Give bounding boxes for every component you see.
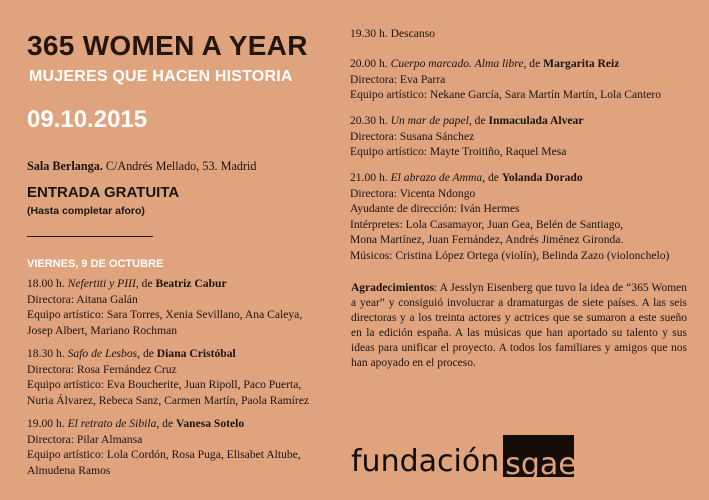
session-play: El abrazo de Amma: [390, 171, 483, 184]
session-heading: [27, 416, 301, 432]
session-time: 21.00 h.: [350, 171, 388, 184]
day-heading: VIERNES, 9 DE OCTUBRE: [27, 258, 164, 270]
event-subtitle: MUJERES QUE HACEN HISTORIA: [29, 68, 293, 85]
session-play: Safo de Lesbos: [67, 347, 138, 360]
session-author: Margarita Reiz: [543, 57, 620, 70]
session-author: Vanesa Sotelo: [176, 417, 245, 430]
venue-address: C/Andrés Mellado, 53. Madrid: [102, 159, 257, 173]
divider-line: [27, 236, 153, 237]
session-line: Josep Albert, Mariano Rochman: [27, 323, 178, 337]
session-heading: [27, 346, 309, 362]
acknowledgements: [351, 281, 687, 371]
session-line: Equipo artístico: Sara Torres, Xenia Sevillano, Ana Caleya,: [27, 308, 303, 322]
acknowledgements-label: Agradecimientos: [351, 282, 435, 294]
session-by: , de: [156, 417, 177, 430]
venue-line: [27, 159, 257, 174]
event-date: 09.10.2015: [27, 106, 148, 133]
session-play: Nefertiti y PIII: [67, 277, 136, 290]
session-by: , de: [482, 171, 502, 184]
session-by: , de: [137, 347, 157, 360]
session-author: Beatriz Cabur: [155, 277, 227, 290]
logo-word: fundación: [351, 444, 500, 479]
session-line: Equipo artístico: Eva Boucherite, Juan Ripoll, Paco Puerta,: [27, 378, 302, 392]
session-line: Músicos: Cristina López Ortega (violín), Belinda Zazo (violonchelo): [350, 248, 670, 262]
venue-name: Sala Berlanga.: [27, 159, 103, 173]
aforo-note: (Hasta completar aforo): [27, 205, 145, 217]
session-line: Intérpretes: Lola Casamayor, Juan Gea, Belén de Santiago,: [350, 217, 624, 231]
session-line: Nuria Álvarez, Rebeca Sanz, Carmen Martín, Paola Ramírez: [27, 393, 310, 407]
session-line: Almudena Ramos: [27, 463, 111, 477]
descanso-line: 19.30 h. Descanso: [350, 27, 436, 40]
session-line: Directora: Vicenta Ndongo: [350, 186, 476, 200]
session-heading: [27, 276, 302, 292]
session-time: 19.00 h.: [27, 417, 65, 430]
session-line: Ayudante de dirección: Iván Hermes: [350, 202, 520, 216]
entrada-gratuita: ENTRADA GRATUITA: [27, 184, 180, 201]
session-play: El retrato de Sibila: [67, 417, 157, 430]
session-block: [27, 346, 309, 408]
fundacion-sgae-logo: [351, 437, 577, 482]
session-line: Directora: Susana Sánchez: [350, 129, 475, 143]
session-author: Yolanda Dorado: [501, 171, 583, 184]
session-line: Directora: Pilar Almansa: [27, 432, 143, 446]
session-play: Cuerpo marcado. Alma libre: [390, 57, 524, 70]
session-block: [350, 56, 661, 103]
event-title: 365 WOMEN A YEAR: [27, 30, 308, 61]
session-by: , de: [135, 277, 156, 290]
session-time: 18.30 h.: [27, 347, 65, 360]
session-heading: [350, 56, 661, 72]
session-by: , de: [523, 57, 544, 70]
session-line: Directora: Rosa Fernández Cruz: [27, 362, 177, 376]
session-author: Diana Cristóbal: [156, 347, 236, 360]
session-line: Equipo artístico: Lola Cordón, Rosa Puga, Elisabet Altube,: [27, 448, 301, 462]
logo-box: [503, 435, 577, 482]
session-block: [350, 113, 584, 160]
session-heading: [350, 170, 669, 186]
session-time: 18.00 h.: [27, 277, 65, 290]
session-time: 20.30 h.: [350, 114, 388, 127]
session-time: 20.00 h.: [350, 57, 388, 70]
session-by: , de: [468, 114, 489, 127]
session-line: Equipo artístico: Mayte Troitiño, Raquel Mesa: [350, 145, 567, 159]
logo-box-text: sgae: [505, 447, 577, 482]
session-play: Un mar de papel: [390, 114, 469, 127]
session-line: Directora: Eva Parra: [350, 72, 446, 86]
session-author: Inmaculada Alvear: [488, 114, 584, 127]
session-block: [27, 276, 302, 338]
session-block: [350, 170, 669, 264]
session-line: Mona Martínez, Juan Fernández, Andrés Jiménez Gironda.: [350, 233, 624, 247]
acknowledgements-text: : A Jesslyn Eisenberg que tuvo la idea de “365 Women a year” y consiguió involucrar a dramaturgas de siete países. A las seis directoras y a los treinta actores y actrices que se sumaron a este sueño en la edición españa. A las músicas que han aportado su talento y sus ideas para unificar el proyecto. A todos los familiares y amigos que nos han apoyado en el proceso.: [351, 282, 687, 369]
session-block: [27, 416, 301, 478]
session-line: Equipo artístico: Nekane García, Sara Martín Martín, Lola Cantero: [350, 88, 661, 102]
session-line: Directora: Aitana Galán: [27, 292, 138, 306]
session-heading: [350, 113, 584, 129]
